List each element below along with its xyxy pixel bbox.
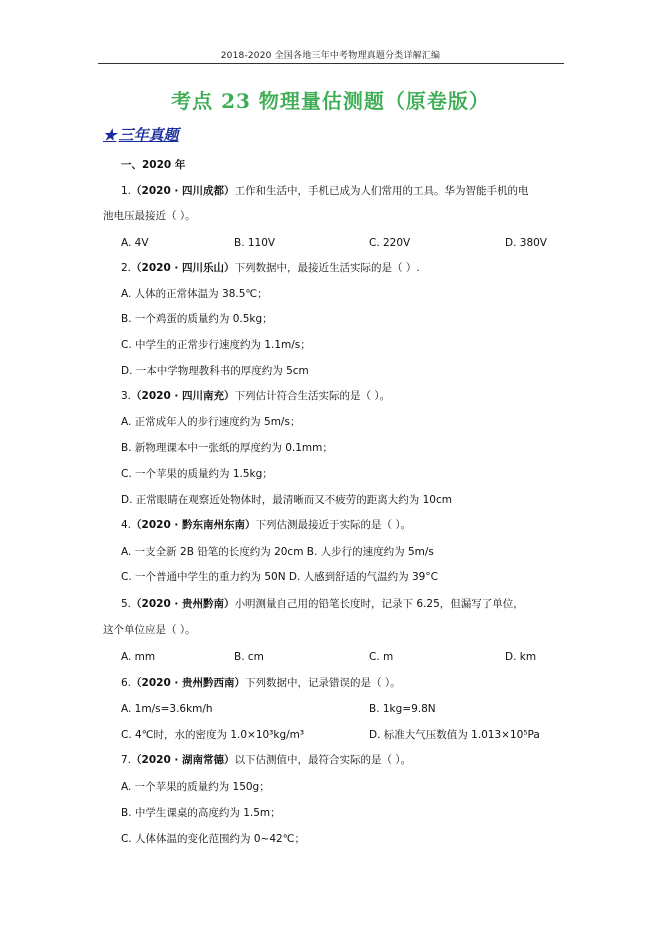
option-c: C. 人体体温的变化范围约为 0~42℃； [121,833,305,845]
option-a: A. 1m/s=3.6km/h [121,703,213,715]
question-text: 工作和生活中，手机已成为人们常用的工具。华为智能手机的电 [234,185,529,197]
running-header: 2018-2020 全国各地三年中考物理真题分类详解汇编 [220,51,441,61]
option-c: C. m [369,651,394,663]
year-heading: 一、2020 年 [121,159,186,171]
question-source: （2020 · 贵州黔西南） [131,677,246,689]
question-4 [121,518,411,532]
question-source: （2020 · 四川南充） [131,390,235,402]
option-b: B. 中学生课桌的高度约为 1.5m； [121,807,281,819]
question-7 [121,753,411,767]
section-label: 三年真题 [118,126,179,144]
option-c: C. 一个苹果的质量约为 1.5kg； [121,468,273,480]
option-a: A. mm [121,651,156,663]
question-text: 下列估计符合生活实际的是（ ）。 [234,390,391,402]
question-source: （2020 · 四川成都） [131,185,235,197]
question-6 [121,676,401,690]
question-1-cont: 池电压最接近（ ）。 [103,210,196,222]
question-5 [121,597,524,611]
question-3 [121,389,390,403]
question-text: 以下估测值中，最符合实际的是（ ）。 [234,754,412,766]
option-a: A. 一个苹果的质量约为 150g； [121,781,270,793]
question-source: （2020 · 湖南常德） [131,754,235,766]
option-d: D. 标准大气压数值为 1.013×10⁵Pa [369,729,540,741]
option-b: B. 一个鸡蛋的质量约为 0.5kg； [121,313,273,325]
question-text: 下列数据中，最接近生活实际的是（ ）. [234,262,420,274]
options-c-d: C. 一个普通中学生的重力约为 50N D. 人感到舒适的气温约为 39°C [121,571,438,583]
option-c: C. 中学生的正常步行速度约为 1.1m/s； [121,339,311,351]
option-c: C. 220V [369,237,411,249]
option-b: B. 新物理课本中一张纸的厚度约为 0.1mm； [121,442,333,454]
question-number: 3. [121,390,132,402]
question-2 [121,261,420,275]
question-text: 下列估测最接近于实际的是（ ）。 [255,519,412,531]
question-1 [121,184,529,198]
option-b: B. 110V [234,237,276,249]
star-icon: ★ [103,126,117,144]
question-source: （2020 · 四川乐山） [131,262,235,274]
question-number: 7. [121,754,132,766]
question-source: （2020 · 黔东南州东南） [131,519,256,531]
option-a: A. 4V [121,237,149,249]
option-d: D. 一本中学物理教科书的厚度约为 5cm [121,365,309,377]
question-text: 小明测量自己用的铅笔长度时，记录下 6.25，但漏写了单位， [234,598,524,610]
option-b: B. 1kg=9.8N [369,703,436,715]
question-number: 5. [121,598,132,610]
section-heading [103,124,178,145]
option-a: A. 人体的正常体温为 38.5℃； [121,288,268,300]
question-source: （2020 · 贵州黔南） [131,598,235,610]
option-d: D. 正常眼睛在观察近处物体时，最清晰而又不疲劳的距离大约为 10cm [121,494,452,506]
question-number: 6. [121,677,132,689]
option-c: C. 4℃时，水的密度为 1.0×10³kg/m³ [121,729,305,741]
option-b: B. cm [234,651,264,663]
question-number: 4. [121,519,132,531]
option-d: D. 380V [505,237,547,249]
question-number: 2. [121,262,132,274]
page-title: 考点 23 物理量估测题（原卷版） [171,89,490,113]
option-a: A. 正常成年人的步行速度约为 5m/s； [121,416,301,428]
question-text: 下列数据中，记录错误的是（ ）。 [245,677,401,689]
options-a-b: A. 一支全新 2B 铅笔的长度约为 20cm B. 人步行的速度约为 5m/s [121,546,434,558]
question-number: 1. [121,185,132,197]
question-5-cont: 这个单位应是（ ）。 [103,624,196,636]
option-d: D. km [505,651,537,663]
header-rule [98,63,564,64]
